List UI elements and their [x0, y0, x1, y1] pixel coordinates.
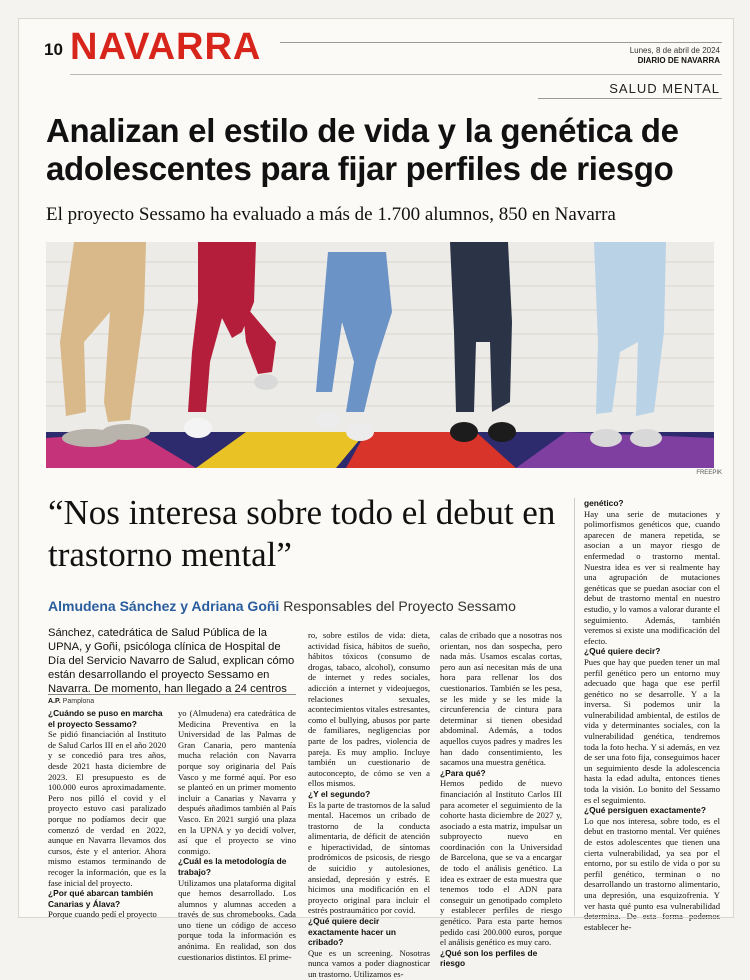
interview-question: ¿Para qué?	[440, 767, 486, 778]
interview-answer: Lo que nos interesa, sobre todo, es el debut en trastorno mental. Ver quiénes de estos adolescentes que tienen una cierta vulnerabilidad, ya sea por el entorno, por su estilo de vida o por su perfil genético, terminan o no desarrollando un trastorno alimentario, una depresión, una esquizofrenia. Y ver hasta qué punto esa vulnerabilidad determina. De esta forma podemos establecer he-	[584, 815, 720, 932]
interview-question: ¿Y el segundo?	[308, 788, 371, 799]
article-photo	[46, 242, 714, 468]
text-column-3	[308, 630, 430, 979]
newspaper-page	[18, 18, 734, 979]
interview-question: ¿Qué quiere decir exactamente hacer un cribado?	[308, 916, 396, 948]
interview-answer: Hay una serie de mutaciones y polimorfismos genéticos que, cuando aparecen de manera repetida, se asocian a un mayor riesgo de enfermedad o trastorno mental. Nuestra idea es ver si realmente hay una agrupación de mutaciones genéticas que se puedan asociar con el debut de trastorno mental en nuestro estudio, y lo vamos a valorar durante el seguimiento. Además, también veremos si existe una modificación del efecto.	[584, 508, 720, 646]
newspaper-name: DIARIO DE NAVARRA	[637, 56, 720, 65]
byline-place: Pamplona	[62, 698, 95, 705]
interview-authors	[48, 598, 588, 614]
author-names: Almudena Sánchez y Adriana Goñi	[48, 598, 280, 614]
interview-question: ¿Qué persiguen exactamente?	[584, 805, 706, 816]
interview-answer: Utilizamos una plataforma digital que hemos desarrollado. Los alumnos y alumnas acceden a través de sus chromebooks. Cada uno tiene un código de acceso porque toda la información es anónima. En realidad, son dos cuestionarios distintos. El prime-	[178, 877, 296, 962]
header-rule	[280, 42, 722, 43]
interview-question: ¿Qué quiere decir?	[584, 646, 661, 657]
text-column-5	[584, 498, 720, 932]
interview-question: genético?	[584, 498, 624, 508]
photo-credit: FREEPIK	[696, 470, 722, 476]
intro-rule	[48, 694, 296, 695]
kicker-rule	[538, 98, 722, 99]
interview-question: ¿Cuándo se puso en marcha el proyecto Sessamo?	[48, 708, 163, 729]
interview-answer: calas de cribado que a nosotras nos orientan, nos dan sospecha, pero nada más. Usamos escalas cortas, pero aun así necesitan más de una hora para rellenar los dos cuestionarios. También se les pesa, se les mide y se les mide la circunferencia de cintura para determinar si tienen obesidad abdominal. Además, a todos aquellos cuyos padres y madres les han dado consentimiento, les sacamos una muestra genética.	[440, 630, 562, 768]
legs-on-wall-illustration	[46, 242, 714, 468]
author-role: Responsables del Proyecto Sessamo	[283, 598, 516, 614]
interview-intro: Sánchez, catedrática de Salud Pública de la UPNA, y Goñi, psicóloga clínica de Hospital de Día del Servicio Navarro de Salud, explican cómo están desarrollando el proyecto Sessamo en Navarra. De momento, han llegado a 24 centros	[48, 627, 295, 695]
publication-date: Lunes, 8 de abril de 2024	[629, 46, 720, 55]
byline	[48, 698, 94, 705]
text-column-1	[48, 708, 166, 920]
interview-answer: yo (Almudena) era catedrática de Medicina Preventiva en la Universidad de las Palmas de Gran Canaria, pero mantenía mucha relación con Navarra porque soy originaria del País Vasco y me formé aquí. Por eso se planteó en un primer momento incluir a Canarias y Navarra y después añadimos también al País Vasco. En 2021 surgió una plaza en la UPNA y yo decidí volver, así que el proyecto se vino conmigo.	[178, 708, 296, 856]
article-headline: Analizan el estilo de vida y la genética de adolescentes para fijar perfiles de riesgo	[46, 112, 679, 187]
page-number: 10	[44, 40, 63, 59]
interview-question: ¿Qué son los perfiles de riesgo	[440, 947, 538, 969]
interview-answer: Se pidió financiación al Instituto de Salud Carlos III en el año 2020 y se concedió para tres años, desde 2021 hasta diciembre de 2023. El presupuesto es de 100.000 euros aproximadamente. Pero nos pilló el covid y el proyecto estuvo casi paralizado porque no podíamos decir que comenzó de verdad en 2022, aunque en Navarra llevamos dos cursos, éste y el anterior. Ahora mismo estamos terminando de recoger la información, que es la fase inicial del proyecto.	[48, 729, 166, 888]
article-kicker: SALUD MENTAL	[609, 81, 720, 96]
column-divider	[574, 498, 575, 916]
text-column-2	[178, 708, 296, 962]
byline-author: A.P.	[48, 698, 61, 705]
section-title: NAVARRA	[70, 26, 262, 68]
interview-answer: ro, sobre estilos de vida: dieta, actividad física, hábitos de sueño, hábitos tóxicos (consumo de drogas, tabaco, alcohol), consumo de internet y redes sociales, adicción a internet y videojuegos, relaciones sexuales, acontecimientos vitales estresantes, como el bullying, abusos por parte de familiares, negligencias por parte de los padres, violencia de pareja. Es muy amplio. Incluye también un cuestionario de autoconcepto, de cómo se ven a ellos mismos.	[308, 630, 430, 789]
interview-question: ¿Cuál es la metodología de trabajo?	[178, 856, 287, 877]
interview-answer: Es la parte de trastornos de la salud mental. Hacemos un cribado de trastorno de la conducta alimentaria, de déficit de atención e hiperactividad, de síntomas prodrómicos de psicosis, de riesgo de suicidio y autolesiones, ansiedad, depresión y estrés. E hicimos una modificación en el proyecto original para incluir el estrés postraumático por covid.	[308, 799, 430, 916]
interview-answer: Pues que hay que pueden tener un mal perfil genético pero un entorno muy adecuado que haga que ese perfil genético no se desarrolle. Y a la inversa. Si podemos unir la vulnerabilidad ambiental, de estilos de vida y determinantes sociales, con la vulnerabilidad genética, tendremos toda la foto hecha. Y si además, en vez de ser una foto fija, conseguimos hacer un seguimiento desde la adolescencia hasta la edad adulta, entonces tienes toda la visión. Lo bonito del Sessamo es el seguimiento.	[584, 656, 720, 805]
interview-answer: Porque cuando pedí el proyecto	[48, 909, 157, 920]
header-rule-bottom	[70, 74, 722, 75]
interview-answer: Que es un screening. Nosotras nunca vamos a poder diagnosticar un trastorno. Utilizamos es-	[308, 947, 430, 979]
interview-answer: Hemos pedido de nuevo financiación al Instituto Carlos III para acometer el seguimiento de la cohorte hasta diciembre de 2027 y, asociado a esta matriz, impulsar un subproyecto nuevo en coordinación con la Universidad de Barcelona, que se va a encargar de todo el análisis genético. La idea es extraer de esta muestra que tenemos todo el ADN para conseguir un genotipado completo y establecer perfiles de riesgo genético. Para esta parte hemos pedido casi 200.000 euros, porque el análisis genético es muy caro.	[440, 778, 562, 948]
text-column-4	[440, 630, 562, 969]
interview-question: ¿Por qué abarcan también Canarias y Álava?	[48, 888, 154, 909]
interview-quote: “Nos interesa sobre todo el debut en trastorno mental”	[48, 493, 556, 574]
article-subhead: El proyecto Sessamo ha evaluado a más de 1.700 alumnos, 850 en Navarra	[46, 204, 616, 225]
